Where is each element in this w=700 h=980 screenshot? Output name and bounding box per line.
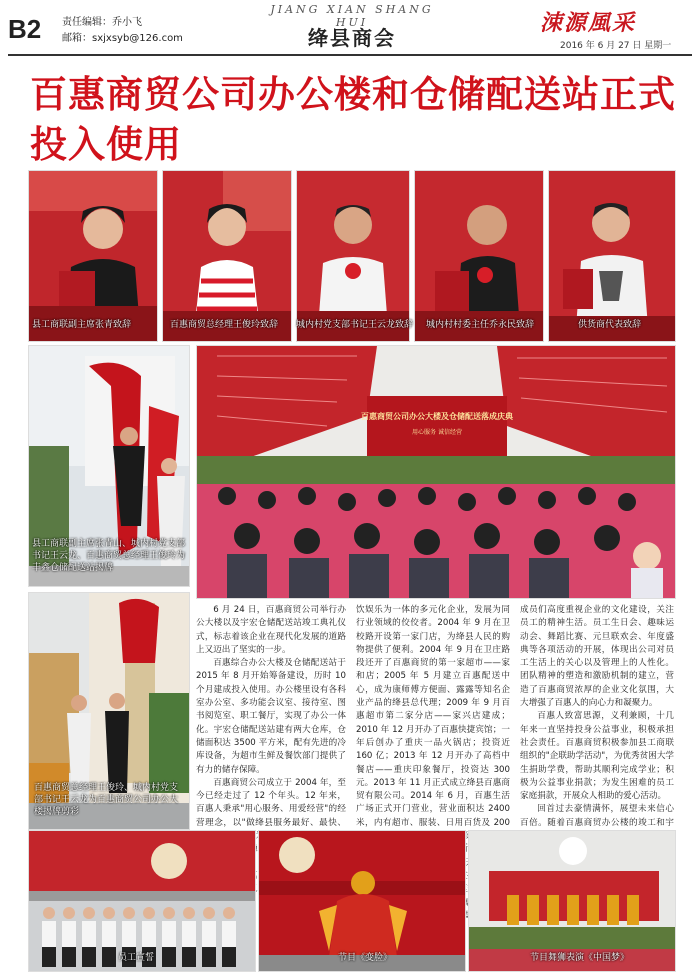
- editor-email: 邮箱：sxjxsyb@126.com: [62, 33, 183, 44]
- header-rule: [8, 54, 692, 56]
- caption-speaker-5: 供货商代表致辞: [578, 320, 642, 330]
- column-logo: 涑源風采: [540, 10, 637, 36]
- caption-lion-dance: 节目舞狮表演《中国梦》: [530, 953, 630, 963]
- article-paragraph: 百惠人致富思源，义利兼顾，十几年来一直坚持投身公益事业，积极承担社会责任。百惠商贸积极参加县工商联组织的"企联助学活动"，为优秀贫困大学生捐助学费，帮助其顺利完成学业；积极为公益事业捐款；为发生困难的员工家庭捐款，开展众人相助的爱心活动。: [520, 711, 675, 802]
- photo-face-changing: [258, 830, 466, 972]
- photo-ceremony-crowd: [196, 345, 676, 599]
- section-pinyin: JIANG XIAN SHANG HUI: [270, 3, 434, 29]
- stage-banner-title: 百惠商贸公司办公大楼及仓储配送落成庆典: [361, 412, 513, 421]
- caption-speaker-3: 城内村党支部书记王云龙致辞: [296, 320, 414, 330]
- stage-banner-slogan: 用心服务 诚信经营: [412, 429, 462, 436]
- article-paragraph: 饮娱乐为一体的多元化企业，发展为同行业领域的佼佼者。2004 年 9 月在卫校路开设第一家门店，为绛县人民的购物提供了便利。2004 年 9 月在卫庄路段还开了百惠商贸的第一家超市——家和店；2005 年 5 月建立百惠配送中心，成为康师傅方便面、露露等知名企业产品的绛县总代理；2009 年 9 月百惠超市第二家分店——家兴店建成；2010 年 12 月开办了百惠快捷宾馆；一年后创办了重庆一品火锅店；投资近 160 亿；2013 年 12 月开办了高档中餐店——重庆印象餐厅，投资达 300 元。2013 年 11 月正式成立绛县百惠商贸有限公司。2014 年 6 月，百惠生活广场正式开门营业，营业面积达 2400 米，内有超市、服装、日用百货及 200: [356, 605, 510, 828]
- article-paragraph: 回首过去豪情满怀，展望未来信心百倍。随着百惠商贸办公楼的竣工和宇: [520, 804, 674, 828]
- article-paragraph: 6 月 24 日，百惠商贸公司举行办公大楼以及宇宏仓储配送站竣工典礼仪式，标志着该企业在现代化发展的道路上又迈出了坚实的一步。: [196, 605, 346, 655]
- article-paragraph: 百惠综合办公大楼及仓储配送站于 2015 年 8 月开始筹备建设，历时 10 个月建成投入使用。办公楼里设有各科室办公室、多功能会议室、接待室、图书阅览室、职工餐厅，实现了办公一体化。宇宏仓储配送站建有两大仓库，仓储面积达 3500 平方米，配有先进的冷库设备，为超市生鲜及餐饮部门提供了有力的储存保障。: [196, 658, 346, 775]
- page-number: B2: [8, 14, 42, 44]
- photo-speaker-5: [548, 170, 676, 342]
- photo-speaker-1: [28, 170, 158, 342]
- caption-speaker-4: 城内村村委主任乔永民致辞: [426, 320, 535, 330]
- section-title: 绛县商会: [308, 26, 396, 50]
- editor-info: [62, 15, 183, 47]
- photo-lion-dance: [468, 830, 676, 972]
- caption-unveiling-warehouse: 县工商联副主席张青山、城内村党支部书记王云龙、百惠商贸总经理王俊玲为丰鑫仓储配送站揭牌: [32, 539, 186, 573]
- issue-date: 2016 年 6 月 27 日 星期一: [560, 41, 672, 51]
- article-paragraph: 成员们高度重视企业的文化建设，关注员工的精神生活。员工生日会、趣味运动会、舞蹈比赛、元旦联欢会、年度盛典等各项活动的开展，体现出公司对员工生活上的关心以及管理上的人性化。团队精神的塑造和激励机制的建立，营造了百惠商贸浓厚的企业文化氛围，大大增强了百惠人的向心力和凝聚力。: [520, 605, 674, 709]
- article-paragraph: 百惠商贸公司成立于 2004 年，至今已经走过了 12 个年头。12 年来，百惠人秉承"用心服务、用爱经营"的经营理念，以"做绛县服务最好、最快、 稳扎: [196, 777, 346, 855]
- photo-staff-oath: [28, 830, 256, 972]
- photo-speaker-2: [162, 170, 292, 342]
- photo-speaker-4: [414, 170, 544, 342]
- caption-speaker-2: 百惠商贸总经理王俊玲致辞: [170, 320, 279, 330]
- headline: 百惠商贸公司办公楼和仓储配送站正式投入使用: [30, 73, 676, 166]
- caption-staff-oath: 员工宣誓: [118, 953, 155, 963]
- editor-name: 责任编辑：乔小飞: [62, 17, 142, 28]
- caption-face-changing: 节目《变脸》: [338, 953, 393, 963]
- photo-speaker-3: [296, 170, 410, 342]
- caption-speaker-1: 县工商联副主席张青致辞: [32, 320, 132, 330]
- caption-unveiling-office: 百惠商贸总经理王俊玲、城内村党支部书记王云龙为百惠商贸公司办公大楼揭牌剪彩: [34, 783, 179, 817]
- masthead: [0, 0, 700, 60]
